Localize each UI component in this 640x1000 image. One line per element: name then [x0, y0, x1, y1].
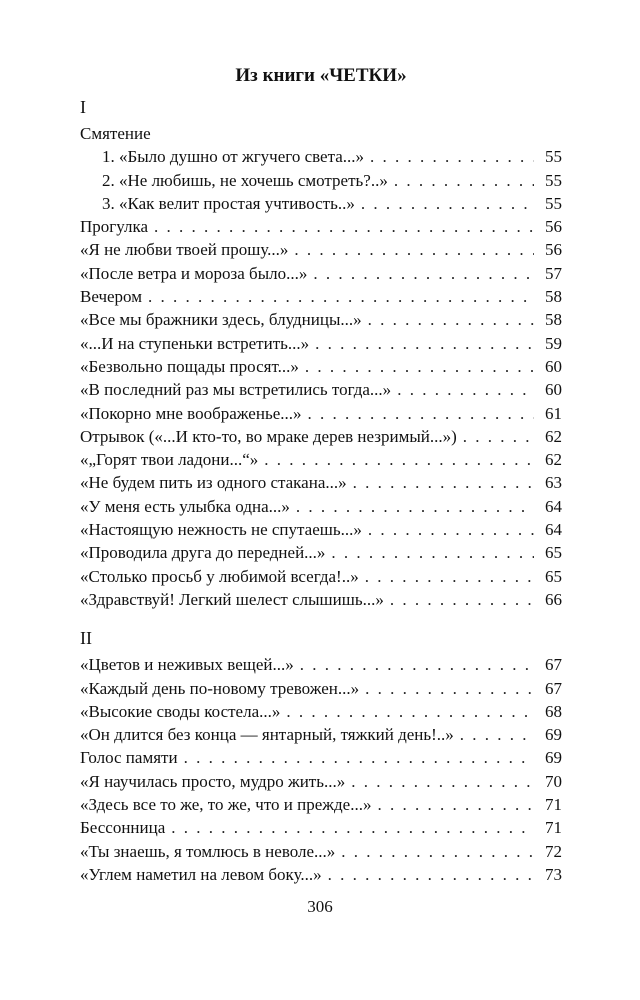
toc-entry — [80, 262, 562, 285]
toc-entry — [80, 215, 562, 238]
page-title: Из книги «ЧЕТКИ» — [235, 65, 407, 86]
dot-leader — [286, 700, 534, 723]
toc-entry-title: «Безвольно пощады просят...» — [80, 356, 299, 376]
toc-entry-page: 60 — [545, 380, 562, 400]
toc-entry — [80, 238, 562, 261]
toc-entry-page: 68 — [545, 701, 562, 721]
toc-entry-title: «После ветра и мороза было...» — [80, 263, 308, 283]
toc-group-smyatenie — [80, 122, 562, 215]
section-1 — [80, 96, 562, 611]
dot-leader — [264, 448, 534, 471]
dot-leader — [368, 518, 534, 541]
toc-entry-page: 55 — [545, 193, 562, 213]
section-gap — [80, 611, 562, 621]
toc-entry-page: 58 — [545, 287, 562, 307]
toc-entry — [80, 816, 562, 839]
toc-entry — [80, 840, 562, 863]
dot-leader — [460, 723, 534, 746]
toc-entry-page: 67 — [545, 655, 562, 675]
toc-entry-title: «Высокие своды костела...» — [80, 701, 281, 721]
toc-entry-page: 60 — [545, 356, 562, 376]
toc-entry-page: 65 — [545, 543, 562, 563]
toc-entry-page: 71 — [545, 795, 562, 815]
toc-entry — [80, 700, 562, 723]
dot-leader — [294, 238, 534, 261]
toc-entry-title: «Я научилась просто, мудро жить...» — [80, 771, 346, 791]
dot-leader — [331, 541, 534, 564]
toc-entry — [80, 588, 562, 611]
toc-entry-title: «Здесь все то же, то же, что и прежде...» — [80, 795, 372, 815]
toc-entry-title: «Он длится без конца — янтарный, тяжкий день!..» — [80, 725, 454, 745]
toc-entry-title: «Покорно мне воображенье...» — [80, 403, 302, 423]
table-of-contents — [80, 62, 562, 886]
dot-leader — [365, 565, 534, 588]
toc-entry — [80, 285, 562, 308]
toc-entry-page: 72 — [545, 841, 562, 861]
toc-entry-title: «Углем наметил на левом боку...» — [80, 864, 322, 884]
toc-entry — [80, 495, 562, 518]
dot-leader — [353, 471, 534, 494]
toc-entry-title: «Здравствуй! Легкий шелест слышишь...» — [80, 589, 384, 609]
toc-entry — [80, 565, 562, 588]
toc-entry-page: 73 — [545, 864, 562, 884]
toc-entry-title: «Настоящую нежность не спутаешь...» — [80, 520, 362, 540]
dot-leader — [313, 262, 534, 285]
toc-entry-title: «В последний раз мы встретились тогда...» — [80, 380, 392, 400]
toc-entry-title: «Проводила друга до передней...» — [80, 543, 326, 563]
dot-leader — [377, 793, 534, 816]
toc-entry-page: 55 — [545, 170, 562, 190]
toc-entry — [80, 653, 562, 676]
toc-entry-title: «Столько просьб у любимой всегда!..» — [80, 566, 359, 586]
toc-entry-page: 71 — [545, 818, 562, 838]
toc-entry-title: «...И на ступеньки встретить...» — [80, 333, 310, 353]
toc-entry-title: 1. «Было душно от жгучего света...» — [102, 147, 365, 167]
dot-leader — [361, 192, 534, 215]
toc-entry — [80, 308, 562, 331]
toc-entry — [80, 677, 562, 700]
section-2 — [80, 627, 562, 886]
toc-entry-page: 62 — [545, 426, 562, 446]
section-label: II — [80, 628, 92, 649]
dot-leader — [148, 285, 534, 308]
dot-leader — [390, 588, 534, 611]
toc-entry — [80, 378, 562, 401]
dot-leader — [184, 746, 534, 769]
dot-leader — [305, 355, 534, 378]
toc-entry-page: 61 — [545, 403, 562, 423]
dot-leader — [370, 145, 534, 168]
toc-entry-page: 55 — [545, 147, 562, 167]
toc-entry-page: 69 — [545, 748, 562, 768]
toc-entry — [80, 192, 562, 215]
toc-entry — [80, 332, 562, 355]
toc-entry-page: 56 — [545, 240, 562, 260]
toc-entry-page: 64 — [545, 520, 562, 540]
toc-entry — [80, 793, 562, 816]
dot-leader — [368, 308, 534, 331]
toc-entry-page: 70 — [545, 771, 562, 791]
toc-entry — [80, 518, 562, 541]
dot-leader — [296, 495, 534, 518]
toc-entry — [80, 402, 562, 425]
toc-entry-title: Голос памяти — [80, 748, 178, 768]
toc-group-title: Смятение — [80, 124, 151, 143]
toc-entry-title: Отрывок («...И кто-то, во мраке дерев незримый...») — [80, 426, 457, 446]
dot-leader — [300, 653, 534, 676]
section-label: I — [80, 97, 86, 117]
toc-entry-page: 69 — [545, 725, 562, 745]
toc-entry-title: Вечером — [80, 287, 142, 307]
toc-entry-title: «„Горят твои ладони...“» — [80, 450, 259, 470]
dot-leader — [365, 677, 534, 700]
toc-entry — [80, 746, 562, 769]
toc-entry — [80, 145, 562, 168]
toc-entry — [80, 471, 562, 494]
toc-entry-title: 3. «Как велит простая учтивость..» — [102, 193, 355, 213]
dot-leader — [154, 215, 534, 238]
toc-entry-page: 66 — [545, 589, 562, 609]
toc-entry — [80, 448, 562, 471]
toc-entry-page: 62 — [545, 450, 562, 470]
toc-entry — [80, 541, 562, 564]
dot-leader — [394, 169, 534, 192]
toc-entry-title: Прогулка — [80, 217, 149, 237]
toc-entry — [80, 169, 562, 192]
dot-leader — [315, 332, 534, 355]
toc-entry-page: 59 — [545, 333, 562, 353]
toc-entry — [80, 425, 562, 448]
toc-entry-title: «Я не любви твоей прошу...» — [80, 240, 289, 260]
toc-entry — [80, 770, 562, 793]
toc-entry-title: 2. «Не любишь, не хочешь смотреть?..» — [102, 170, 388, 190]
page-number: 306 — [307, 897, 333, 916]
dot-leader — [328, 863, 534, 886]
toc-entry-title: «Ты знаешь, я томлюсь в неволе...» — [80, 841, 336, 861]
toc-entry-page: 58 — [545, 310, 562, 330]
toc-entry-page: 65 — [545, 566, 562, 586]
toc-entry-page: 63 — [545, 473, 562, 493]
toc-entry-title: «Цветов и неживых вещей...» — [80, 655, 294, 675]
toc-entry — [80, 355, 562, 378]
toc-entry-page: 56 — [545, 217, 562, 237]
dot-leader — [341, 840, 534, 863]
dot-leader — [463, 425, 534, 448]
toc-entry-page: 64 — [545, 496, 562, 516]
toc-entry-page: 57 — [545, 263, 562, 283]
dot-leader — [308, 402, 535, 425]
dot-leader — [171, 816, 534, 839]
dot-leader — [351, 770, 534, 793]
dot-leader — [397, 378, 534, 401]
toc-entry-title: Бессонница — [80, 818, 166, 838]
toc-entry-title: «Все мы бражники здесь, блудницы...» — [80, 310, 362, 330]
toc-entry-title: «Не будем пить из одного стакана...» — [80, 473, 347, 493]
toc-entry — [80, 863, 562, 886]
toc-entry-title: «У меня есть улыбка одна...» — [80, 496, 290, 516]
toc-entry — [80, 723, 562, 746]
toc-entry-page: 67 — [545, 678, 562, 698]
toc-entry-title: «Каждый день по-новому тревожен...» — [80, 678, 360, 698]
